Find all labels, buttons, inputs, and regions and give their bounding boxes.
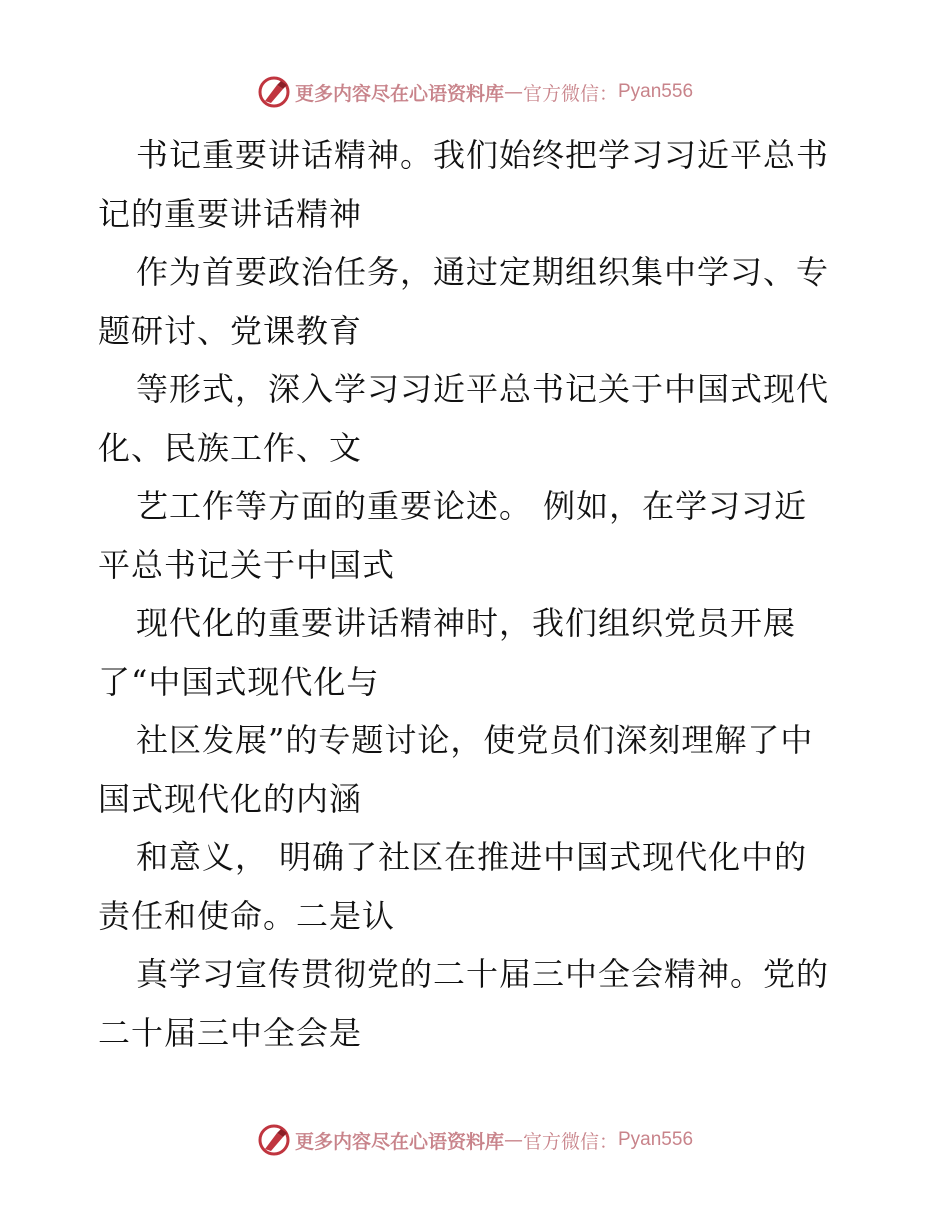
watermark-separator: — xyxy=(503,1129,523,1151)
document-body xyxy=(98,126,858,1062)
text-line: 责任和使命。二是认 xyxy=(98,896,396,935)
text-line: 化、民族工作、文 xyxy=(98,428,363,467)
text-line: 二十届三中全会是 xyxy=(98,1013,363,1052)
watermark-wechat-id: Pyan556 xyxy=(618,1129,694,1150)
text-line: 了“中国式现代化与 xyxy=(98,662,380,701)
text-line: 题研讨、党课教育 xyxy=(98,311,363,350)
watermark-separator: — xyxy=(503,81,523,103)
text-line: 国式现代化的内涵 xyxy=(98,779,363,818)
text-line: 等形式，深入学习习近平总书记关于中国式现代 xyxy=(136,370,830,408)
watermark-brand: 更多内容尽在心语资料库 xyxy=(294,82,504,105)
text-line: 艺工作等方面的重要论述。 例如，在学习习近 xyxy=(136,487,808,525)
text-line: 作为首要政治任务，通过定期组织集中学习、专 xyxy=(136,253,830,291)
pen-nib-logo-icon xyxy=(257,1123,291,1157)
text-line: 平总书记关于中国式 xyxy=(98,545,396,584)
watermark-wechat-id: Pyan556 xyxy=(618,81,694,102)
text-line: 现代化的重要讲话精神时，我们组织党员开展 xyxy=(136,604,797,642)
text-line: 书记重要讲话精神。我们始终把学习习近平总书 xyxy=(136,136,830,174)
pen-nib-logo-icon xyxy=(257,75,291,109)
text-line: 记的重要讲话精神 xyxy=(98,194,363,233)
watermark-wechat-label: 官方微信： xyxy=(522,82,618,105)
header-watermark xyxy=(0,72,950,112)
watermark-wechat-label: 官方微信： xyxy=(522,1130,618,1153)
text-line: 真学习宣传贯彻党的二十届三中全会精神。党的 xyxy=(136,955,830,993)
watermark-brand: 更多内容尽在心语资料库 xyxy=(294,1130,504,1153)
footer-watermark xyxy=(0,1120,950,1160)
text-line: 社区发展”的专题讨论，使党员们深刻理解了中 xyxy=(136,721,814,759)
text-line: 和意义， 明确了社区在推进中国式现代化中的 xyxy=(136,838,808,876)
